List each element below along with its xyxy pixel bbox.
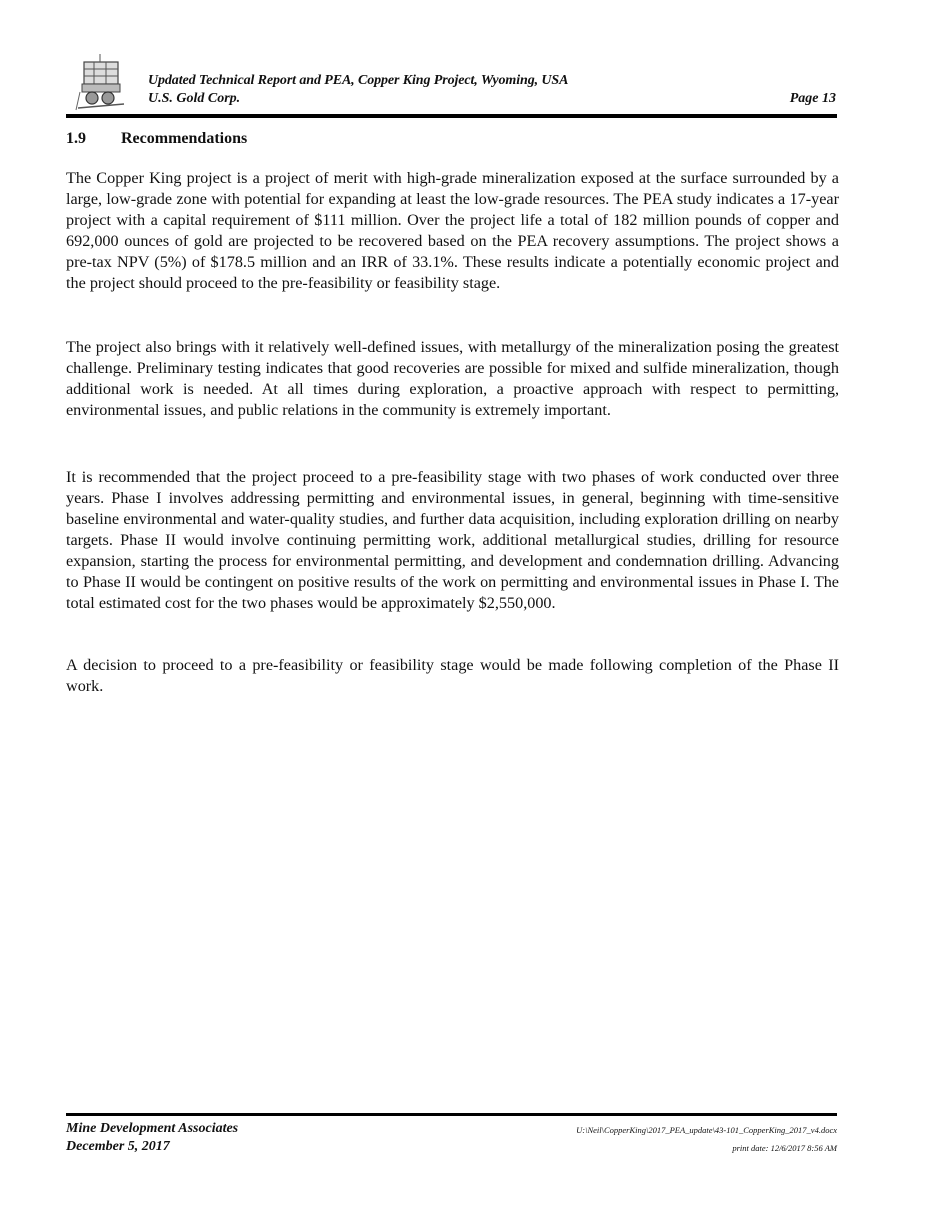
document-title: Updated Technical Report and PEA, Copper King Project, Wyoming, USA xyxy=(148,73,569,88)
footer-organization: Mine Development Associates xyxy=(66,1121,239,1136)
section-title: Recommendations xyxy=(121,130,248,147)
page-number: Page 13 xyxy=(789,91,836,106)
footer-date: December 5, 2017 xyxy=(66,1139,170,1154)
paragraph-summary: The Copper King project is a project of merit with high-grade mineralization exposed at the surface surrounded by a large, low-grade zone with potential for expanding at least the low-grade resources. The PEA study indicates a 17-year project with a capital requirement of $111 million. Over the project life a total of 182 million pounds of copper and 692,000 ounces of gold are projected to be recovered based on the PEA recovery assumptions. The project shows a pre-tax NPV (5%) of $178.5 million and an IRR of 33.1%. These results indicate a potentially economic project and the project should proceed to the pre-feasibility or feasibility stage. xyxy=(66,169,839,292)
paragraph-decision: A decision to proceed to a pre-feasibility or feasibility stage would be made following completion of the Phase II work. xyxy=(66,656,839,695)
footer-file-path: U:\Neil\CopperKing\2017_PEA_update\43-101_CopperKing_2017_v4.docx xyxy=(576,1125,837,1135)
paragraph-phases: It is recommended that the project proceed to a pre-feasibility stage with two phases of work conducted over three years. Phase I involves addressing permitting and environmental issues, in general, beginning with time-sensitive baseline environmental and water-quality studies, and further data acquisition, including exploration drilling on nearby targets. Phase II would involve continuing permitting work, additional metallurgical studies, drilling for resource expansion, starting the process for environmental permitting, and development and condemnation drilling. Advancing to Phase II would be contingent on positive results of the work on permitting and environmental issues in Phase I. The total estimated cost for the two phases would be approximately $2,550,000. xyxy=(66,468,839,612)
section-number: 1.9 xyxy=(66,130,86,147)
paragraph-issues: The project also brings with it relatively well-defined issues, with metallurgy of the mineralization posing the greatest challenge. Preliminary testing indicates that good recoveries are possible for mixed and sulfide mineralization, though additional work is needed. At all times during exploration, a proactive approach with respect to permitting, environmental issues, and public relations in the community is extremely important. xyxy=(66,338,839,419)
mining-machine-logo-icon xyxy=(70,52,132,114)
footer-print-date: print date: 12/6/2017 8:56 AM xyxy=(732,1143,837,1153)
company-name: U.S. Gold Corp. xyxy=(148,91,241,106)
footer-divider xyxy=(66,1113,837,1116)
header-divider xyxy=(66,114,837,118)
section-heading xyxy=(66,130,247,148)
